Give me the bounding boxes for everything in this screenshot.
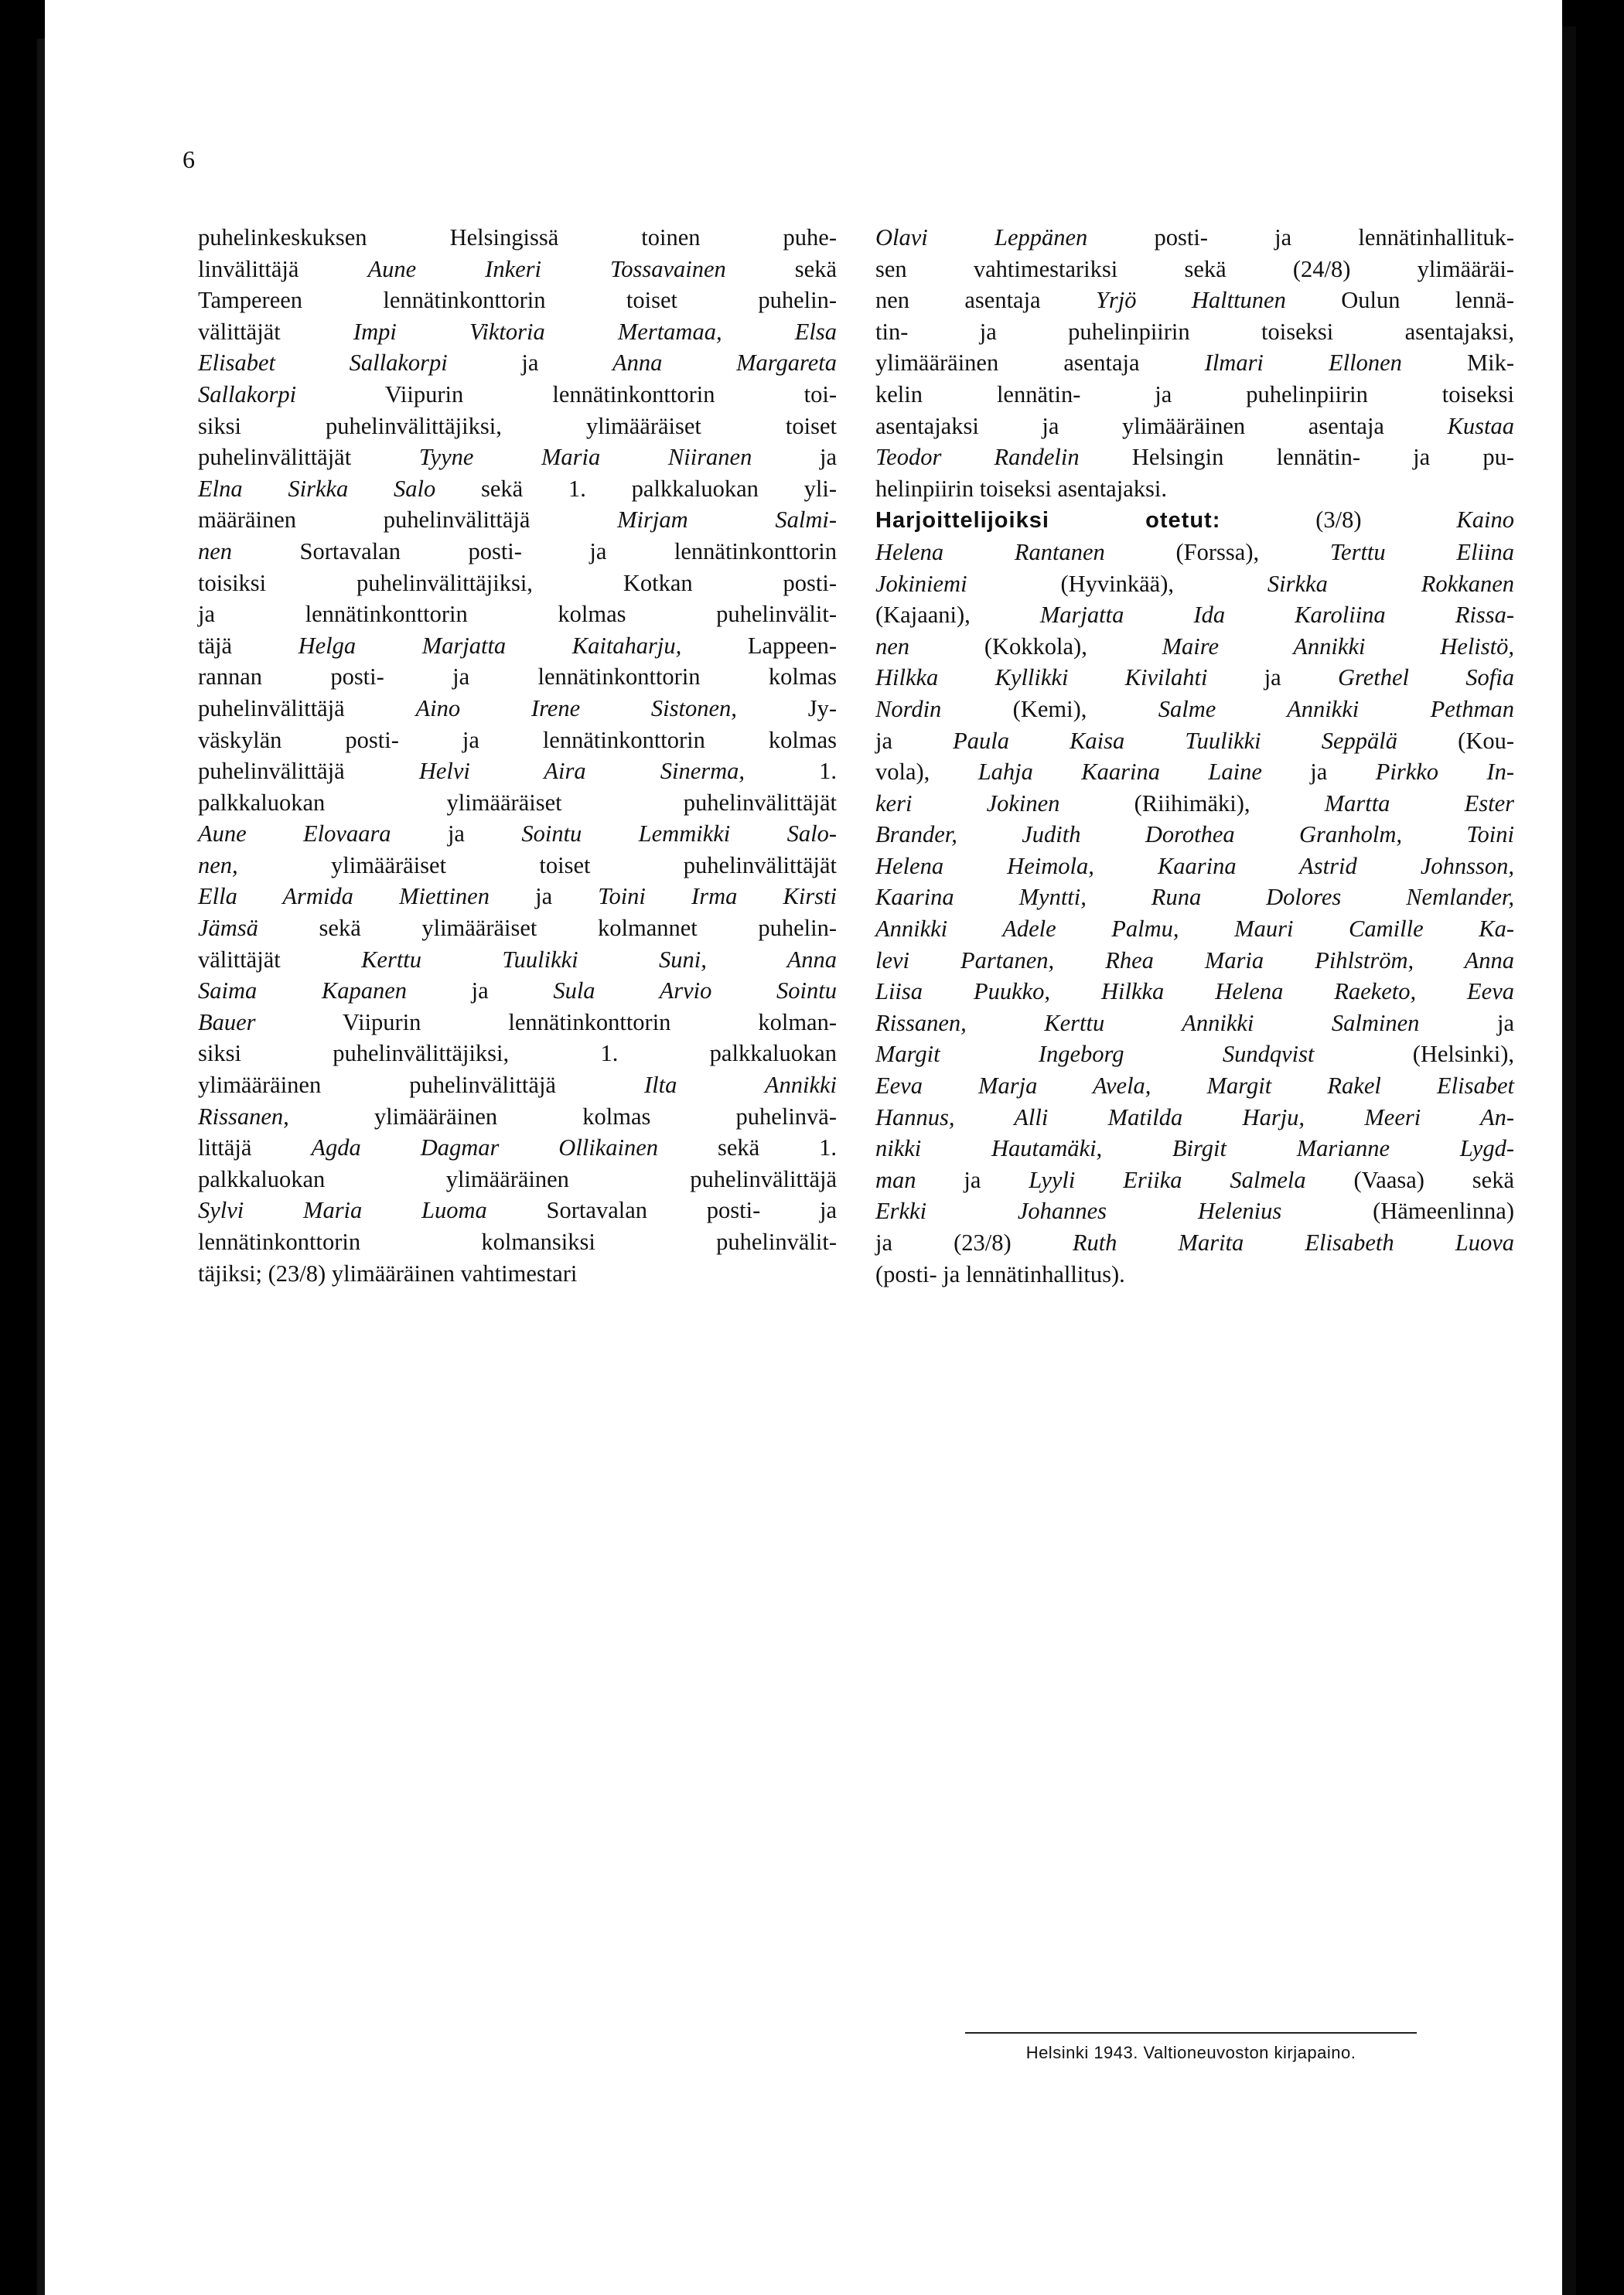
text-span: puhelinkeskuksen Helsingissä toinen puhe- [198, 224, 837, 251]
text-line [198, 1007, 837, 1038]
text-line [198, 1195, 837, 1226]
text-line [875, 442, 1514, 473]
italic-name-span: Maire Annikki Helistö, [1162, 633, 1514, 660]
text-line [875, 1133, 1514, 1165]
italic-name-span: Martta Ester [1324, 789, 1514, 817]
text-span: (3/8) [1220, 506, 1457, 534]
italic-name-span: levi Partanen, Rhea Maria Pihlström, Anna [875, 946, 1514, 974]
text-span: posti- ja lennätinhallituk- [1087, 224, 1514, 251]
text-span: ja [752, 444, 837, 471]
text-span: palkkaluokan ylimääräinen puhelinvälittäjä [198, 1165, 837, 1192]
text-line [198, 661, 837, 693]
text-span: ja [916, 1166, 1029, 1193]
italic-name-span: Helena Heimola, Kaarina Astrid Johnsson, [875, 852, 1514, 879]
right-column [875, 222, 1514, 1290]
bold-heading-span: Harjoittelijoiksi otetut: [875, 508, 1221, 534]
text-line [198, 536, 837, 568]
text-line [875, 1070, 1514, 1102]
text-span: (Hämeenlinna) [1281, 1198, 1514, 1225]
text-line [875, 631, 1514, 663]
italic-name-span: Aino Irene Sistonen, [415, 694, 737, 721]
left-column [198, 222, 837, 1289]
text-span: täjiksi; (23/8) ylimääräinen vahtimestari [198, 1260, 578, 1287]
italic-name-span: nen, [198, 851, 238, 878]
text-span: Sortavalan posti- ja lennätinkonttorin [232, 537, 837, 564]
italic-name-span: Sula Arvio Sointu [553, 977, 837, 1004]
text-line [875, 1038, 1514, 1070]
italic-name-span: Rissanen, [198, 1103, 289, 1130]
text-line [875, 504, 1514, 537]
text-line [198, 881, 837, 912]
text-span: linvälittäjä [198, 255, 368, 282]
text-line [198, 504, 837, 536]
text-line [198, 755, 837, 787]
text-span: Viipurin lennätinkonttorin kolman- [255, 1008, 837, 1035]
text-line [875, 788, 1514, 820]
text-span: määräinen puhelinvälittäjä [198, 506, 618, 534]
text-span: Mik- [1401, 350, 1515, 377]
text-line [198, 1101, 837, 1133]
italic-name-span: Helena Rantanen [875, 538, 1105, 565]
italic-name-span: Marjatta Ida Karoliina Rissa- [1039, 602, 1515, 629]
italic-name-span: Erkki Johannes Helenius [875, 1198, 1282, 1225]
text-span: ja lennätinkonttorin kolmas puhelinvälit- [198, 601, 837, 628]
page-number: 6 [183, 145, 195, 173]
italic-name-span: Saima Kapanen [198, 977, 408, 1004]
text-line [875, 819, 1514, 851]
italic-name-span: man [875, 1166, 916, 1193]
italic-name-span: nen [875, 633, 910, 660]
text-line [198, 912, 837, 944]
text-span: välittäjät [198, 946, 362, 973]
text-line [875, 1008, 1514, 1039]
text-span: ja [391, 820, 522, 847]
text-span: tin- ja puhelinpiirin toiseksi asentajaksi, [875, 318, 1514, 345]
italic-name-span: Ella Armida Miettinen [198, 883, 490, 910]
text-line [198, 379, 837, 411]
text-span: ja [447, 350, 613, 377]
text-span: asentajaksi ja ylimääräinen asentaja [875, 412, 1448, 439]
italic-name-span: Kaarina Myntti, Runa Dolores Nemlander, [875, 884, 1514, 911]
text-span: (Riihimäki), [1059, 789, 1325, 817]
text-span: sekä ylimääräiset kolmannet puhelin- [258, 915, 837, 942]
text-line [875, 568, 1514, 600]
text-line [198, 630, 837, 662]
text-span: (Kajaani), [875, 602, 1040, 629]
italic-name-span: Hannus, Alli Matilda Harju, Meeri An- [875, 1103, 1514, 1130]
text-span: (Kokkola), [909, 633, 1162, 660]
text-span: nen asentaja [875, 287, 1096, 314]
italic-name-span: Jämsä [198, 915, 258, 942]
text-span: siksi puhelinvälittäjiksi, ylimääräiset toiset [198, 412, 837, 439]
text-line [198, 316, 837, 348]
text-span: Viipurin lennätinkonttorin toi- [296, 380, 837, 408]
italic-name-span: Olavi Leppänen [875, 224, 1088, 251]
text-span: sekä 1. palkkaluokan yli- [435, 475, 838, 502]
text-span: puhelinvälittäjä [198, 758, 419, 785]
text-line [198, 1038, 837, 1069]
italic-name-span: nen [198, 537, 233, 564]
italic-name-span: Yrjö Halttunen [1095, 287, 1286, 314]
text-line [875, 1165, 1514, 1196]
text-line [198, 1069, 837, 1101]
text-line [198, 725, 837, 756]
text-line [875, 725, 1514, 757]
italic-name-span: Sallakorpi [198, 380, 297, 408]
text-span: rannan posti- ja lennätinkonttorin kolmas [198, 663, 837, 691]
italic-name-span: Sylvi Maria Luoma [198, 1197, 487, 1224]
text-span: littäjä [198, 1134, 312, 1161]
text-span: (Kou- [1397, 727, 1514, 754]
text-span: siksi puhelinvälittäjiksi, 1. palkkaluokan [198, 1040, 837, 1067]
text-line [198, 442, 837, 473]
text-line [198, 975, 837, 1007]
italic-name-span: Sirkka Rokkanen [1267, 570, 1514, 597]
italic-name-span: Helga Marjatta Kaitaharju, [298, 632, 682, 659]
italic-name-span: Ilmari Ellonen [1204, 350, 1402, 377]
italic-name-span: nikki Hautamäki, Birgit Marianne Lygd- [875, 1135, 1514, 1162]
italic-name-span: Teodor Randelin [875, 444, 1080, 471]
document-page [45, 0, 1562, 2295]
text-line [198, 598, 837, 630]
text-span: puhelinvälittäjät [198, 444, 419, 471]
text-span: sen vahtimestariksi sekä (24/8) ylimääräi- [875, 255, 1514, 282]
footer-rule [965, 2032, 1417, 2034]
text-line [875, 347, 1514, 379]
text-line [875, 599, 1514, 631]
italic-name-span: Brander, Judith Dorothea Granholm, Toini [875, 821, 1514, 848]
text-line [875, 945, 1514, 977]
text-line [875, 1227, 1514, 1259]
text-line [198, 222, 837, 254]
text-span: ylimääräinen puhelinvälittäjä [198, 1072, 644, 1099]
italic-name-span: Nordin [875, 695, 942, 722]
text-span: Tampereen lennätinkonttorin toiset puhelin- [198, 287, 837, 314]
text-span: (Kemi), [941, 695, 1158, 722]
text-span: palkkaluokan ylimääräiset puhelinvälittäjät [198, 789, 837, 816]
text-line [875, 473, 1514, 505]
text-line [875, 882, 1514, 913]
text-line [198, 473, 837, 505]
text-span: ylimääräinen kolmas puhelinvä- [288, 1103, 837, 1130]
italic-name-span: Kaino [1456, 506, 1514, 534]
text-line [875, 694, 1514, 725]
italic-name-span: Annikki Adele Palmu, Mauri Camille Ka- [875, 916, 1514, 943]
text-line [875, 285, 1514, 316]
text-line [198, 411, 837, 442]
text-span: ja [489, 883, 599, 910]
text-line [198, 285, 837, 316]
italic-name-span: Sointu Lemmikki Salo- [521, 820, 838, 847]
text-line [198, 850, 837, 882]
text-span: ja [1419, 1009, 1514, 1036]
text-line [198, 568, 837, 599]
text-line [198, 347, 837, 379]
italic-name-span: Ilta Annikki [644, 1072, 837, 1099]
text-line [875, 537, 1514, 568]
text-span: (posti- ja lennätinhallitus). [875, 1260, 1125, 1287]
text-line [198, 693, 837, 725]
text-span: täjä [198, 632, 299, 659]
italic-name-span: Terttu Eliina [1329, 538, 1514, 565]
italic-name-span: Elisabet Sallakorpi [198, 350, 448, 377]
text-span: Oulun lennä- [1285, 287, 1514, 314]
text-line [875, 662, 1514, 694]
italic-name-span: Grethel Sofia [1338, 664, 1515, 691]
text-span: vola), [875, 759, 978, 786]
text-span: ja [875, 727, 954, 754]
italic-name-span: Helvi Aira Sinerma, [418, 758, 745, 785]
italic-name-span: Pirkko In- [1375, 759, 1514, 786]
italic-name-span: Lyyli Eriika Salmela [1029, 1166, 1306, 1193]
italic-name-span: Impi Viktoria Mertamaa, Elsa [353, 318, 837, 345]
text-span: väskylän posti- ja lennätinkonttorin kolmas [198, 726, 837, 753]
text-span: (Helsinki), [1314, 1041, 1514, 1068]
text-span: ja [1207, 664, 1338, 691]
printer-imprint: Helsinki 1943. Valtioneuvoston kirjapaino. [1025, 2043, 1356, 2062]
text-line [875, 1102, 1514, 1134]
italic-name-span: Kustaa [1447, 412, 1514, 439]
italic-name-span: Agda Dagmar Ollikainen [311, 1134, 659, 1161]
italic-name-span: Jokiniemi [875, 570, 967, 597]
text-span: ja [407, 977, 554, 1004]
text-line [198, 787, 837, 819]
italic-name-span: Hilkka Kyllikki Kivilahti [875, 664, 1208, 691]
text-line [198, 1258, 837, 1290]
text-span: sekä 1. [658, 1134, 837, 1161]
text-span: (Hyvinkää), [967, 570, 1267, 597]
italic-name-span: Rissanen, Kerttu Annikki Salminen [875, 1009, 1420, 1036]
text-line [875, 379, 1514, 411]
text-line [875, 316, 1514, 348]
text-span: (Vaasa) sekä [1305, 1166, 1515, 1193]
text-span: (Forssa), [1104, 538, 1330, 565]
italic-name-span: Ruth Marita Elisabeth Luova [1072, 1229, 1514, 1256]
text-line [875, 411, 1514, 442]
text-span: puhelinvälittäjä [198, 694, 416, 721]
text-line [875, 913, 1514, 945]
text-line [875, 1259, 1514, 1291]
text-line [198, 254, 837, 285]
text-span: ylimääräiset toiset puhelinvälittäjät [237, 851, 837, 878]
italic-name-span: Kerttu Tuulikki Suni, Anna [361, 946, 837, 973]
italic-name-span: Mirjam Salmi- [617, 506, 837, 534]
text-span: Sortavalan posti- ja [486, 1197, 837, 1224]
italic-name-span: Elna Sirkka Salo [198, 475, 436, 502]
text-span: 1. [745, 758, 838, 785]
text-line [875, 222, 1514, 254]
italic-name-span: Toini Irma Kirsti [598, 883, 838, 910]
italic-name-span: Liisa Puukko, Hilkka Helena Raeketo, Eeva [875, 978, 1514, 1005]
text-span: toisiksi puhelinvälittäjiksi, Kotkan posti- [198, 569, 837, 596]
text-span: Jy- [736, 694, 837, 721]
italic-name-span: Salme Annikki Pethman [1158, 695, 1515, 722]
italic-name-span: Aune Inkeri Tossavainen [367, 255, 726, 282]
text-line [875, 756, 1514, 788]
text-span: ja [1261, 759, 1376, 786]
text-line [875, 976, 1514, 1008]
italic-name-span: Bauer [198, 1008, 256, 1035]
text-span: lennätinkonttorin kolmansiksi puhelinvälit- [198, 1229, 837, 1255]
text-line [198, 1132, 837, 1164]
italic-name-span: Anna Margareta [612, 350, 837, 377]
text-line [198, 1226, 837, 1258]
italic-name-span: Paula Kaisa Tuulikki Seppälä [953, 727, 1398, 754]
text-span: Helsingin lennätin- ja pu- [1079, 444, 1515, 471]
italic-name-span: Eeva Marja Avela, Margit Rakel Elisabet [875, 1072, 1514, 1100]
italic-name-span: keri Jokinen [875, 789, 1060, 817]
italic-name-span: Lahja Kaarina Laine [977, 759, 1262, 786]
italic-name-span: Tyyne Maria Niiranen [418, 444, 752, 471]
text-line [198, 944, 837, 976]
text-line [198, 818, 837, 850]
italic-name-span: Aune Elovaara [198, 820, 391, 847]
text-span: Lappeen- [681, 632, 837, 659]
text-span: välittäjät [198, 318, 353, 345]
scan-edge-left [37, 39, 45, 2295]
scan-edge-right [1562, 26, 1576, 2295]
text-span: ja (23/8) [875, 1229, 1073, 1256]
text-span: sekä [725, 255, 837, 282]
text-span: kelin lennätin- ja puhelinpiirin toiseksi [875, 380, 1514, 408]
italic-name-span: Margit Ingeborg Sundqvist [875, 1041, 1315, 1068]
text-line [875, 1195, 1514, 1227]
text-span: helinpiirin toiseksi asentajaksi. [875, 475, 1167, 502]
text-span: ylimääräinen asentaja [875, 350, 1205, 377]
text-line [875, 254, 1514, 285]
text-line [875, 851, 1514, 882]
scan-border-left [0, 0, 37, 2295]
text-line [198, 1164, 837, 1195]
